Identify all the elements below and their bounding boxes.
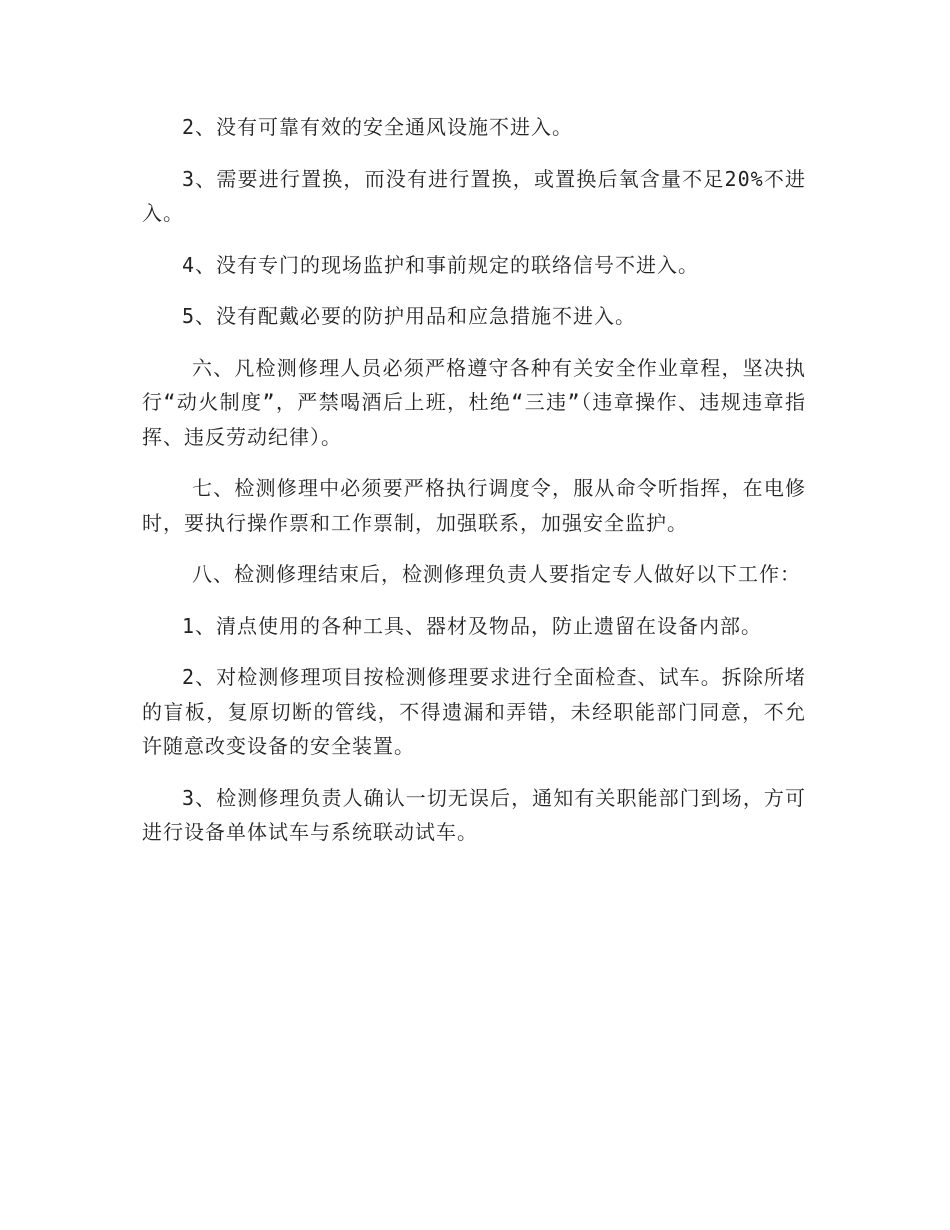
paragraph-item-3-confirmation: 3、检测修理负责人确认一切无误后，通知有关职能部门到场，方可进行设备单体试车与系统联动试车。 bbox=[142, 785, 806, 844]
paragraph-item-2-inspection: 2、对检测修理项目按检测修理要求进行全面检查、试车。拆除所堵的盲板，复原切断的管线，不得遗漏和弄错，未经职能部门同意，不允许随意改变设备的安全装置。 bbox=[142, 665, 806, 758]
paragraph-section-6: 六、凡检测修理人员必须严格遵守各种有关安全作业章程，坚决执行“动火制度”，严禁喝酒后上班，杜绝“三违”（违章操作、违规违章指挥、违反劳动纪律）。 bbox=[142, 355, 806, 449]
paragraph-item-5-protection: 5、没有配戴必要的防护用品和应急措施不进入。 bbox=[182, 304, 637, 328]
paragraph-item-2-ventilation: 2、没有可靠有效的安全通风设施不进入。 bbox=[182, 115, 574, 139]
paragraph-item-3-replacement: 3、需要进行置换，而没有进行置换，或置换后氧含量不足20%不进入。 bbox=[142, 166, 806, 225]
paragraph-item-4-supervision: 4、没有专门的现场监护和事前规定的联络信号不进入。 bbox=[182, 252, 700, 277]
document-body bbox=[142, 110, 806, 850]
paragraph-section-7: 七、检测修理中必须要严格执行调度令，服从命令听指挥，在电修时，要执行操作票和工作票制，加强联系，加强安全监护。 bbox=[142, 476, 806, 535]
paragraph-item-1-cleanup: 1、清点使用的各种工具、器材及物品，防止遗留在设备内部。 bbox=[182, 613, 763, 638]
paragraph-section-8: 八、检测修理结束后，检测修理负责人要指定专人做好以下工作： bbox=[192, 562, 801, 586]
